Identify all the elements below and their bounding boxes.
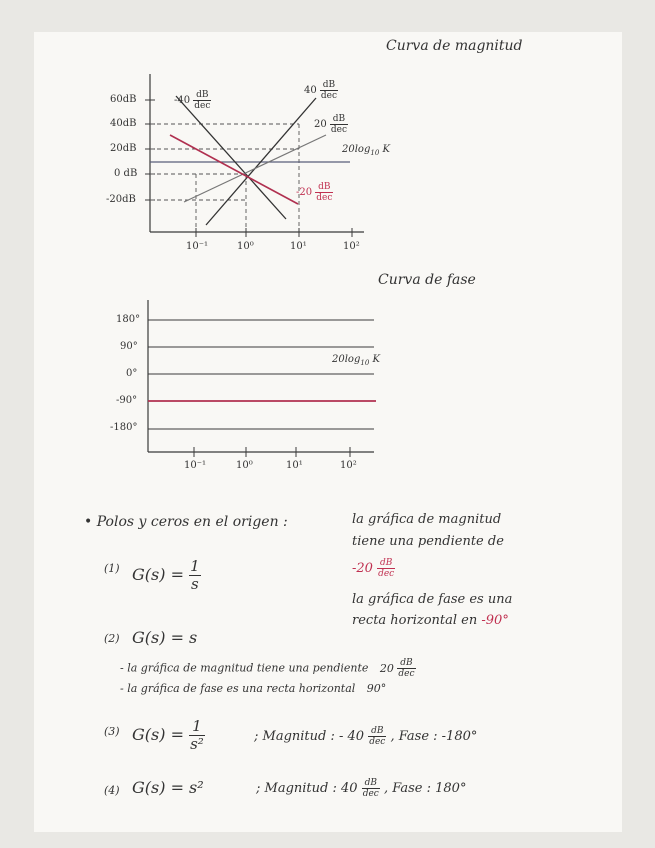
notes-intro-right-1: la gráfica de magnitud (352, 512, 502, 527)
phase-ytick-0: 0° (126, 368, 138, 379)
case4-label: (4) (104, 784, 120, 797)
mag-ytick-0: 0 dB (114, 168, 138, 179)
mag-xtick-3: 10¹ (290, 241, 307, 252)
notes-intro-phase-value: -90° (481, 613, 509, 628)
case1-equation: G(s) = $\frac{1}{s}$ (132, 557, 200, 593)
phase-ytick-90: 90° (120, 341, 138, 352)
mag-xtick-4: 10² (343, 241, 360, 252)
case2-label: (2) (104, 632, 120, 645)
case2-equation: G(s) = s (132, 628, 198, 647)
case2-line1: - la gráfica de magnitud tiene una pendiente 20 $\frac{dB}{\text{dec}}$ (120, 658, 415, 679)
notes-intro-slope: -20 $\frac{dB}{\text{dec}}$ (352, 558, 395, 579)
mag-label-minus40: -40 $\frac{dB}{\text{dec}}$ (174, 90, 211, 111)
phase-xtick-3: 10¹ (286, 460, 303, 471)
phase-ytick-180: 180° (116, 314, 141, 325)
phase-title: Curva de fase (378, 272, 476, 288)
mag-label-plus20: 20 $\frac{dB}{\text{dec}}$ (314, 114, 348, 135)
notes-intro-right-4: recta horizontal en -90° (352, 613, 509, 628)
mag-ytick-40: 40dB (110, 118, 137, 129)
phase-xtick-4: 10² (340, 460, 357, 471)
notes-intro-right-3: la gráfica de fase es una (352, 592, 513, 607)
notes-intro-bullet: • Polos y ceros en el origen : (84, 514, 288, 530)
mag-ytick-minus20: -20dB (106, 194, 136, 205)
mag-ytick-60: 60dB (110, 94, 137, 105)
phase-ytick-minus90: -90° (116, 395, 138, 406)
case3-magnitude: ; Magnitud : - 40 $\frac{dB}{\text{dec}}$ , Fase : -180° (254, 726, 478, 747)
notebook-page (34, 32, 622, 832)
magnitude-minus40-line (176, 96, 286, 219)
case4-magnitude: ; Magnitud : 40 $\frac{dB}{\text{dec}}$ , Fase : 180° (256, 778, 467, 799)
phase-ytick-minus180: -180° (110, 422, 138, 433)
case1-label: (1) (104, 562, 120, 575)
mag-label-plus40: 40 $\frac{dB}{\text{dec}}$ (304, 80, 338, 101)
magnitude-title: Curva de magnitud (386, 38, 523, 54)
case4-equation: G(s) = s² (132, 778, 204, 797)
mag-xtick-2: 10⁰ (237, 241, 254, 252)
case3-label: (3) (104, 725, 120, 738)
mag-ytick-20: 20dB (110, 143, 137, 154)
phase-xtick-2: 10⁰ (236, 460, 253, 471)
mag-xtick-1: 10⁻¹ (186, 241, 209, 252)
mag-label-minus20: -20 $\frac{dB}{\text{dec}}$ (296, 182, 333, 203)
case3-equation: G(s) = $\frac{1}{\text{s²}}$ (132, 717, 204, 753)
case2-line2: - la gráfica de fase es una recta horizontal 90° (120, 682, 387, 695)
phase-xtick-1: 10⁻¹ (184, 460, 207, 471)
mag-label-logk: $20\log_{10}$ K (342, 144, 390, 157)
notes-intro-right-2: tiene una pendiente de (352, 534, 504, 549)
phase-label-logk: $20\log_{10}$ K (332, 354, 380, 367)
